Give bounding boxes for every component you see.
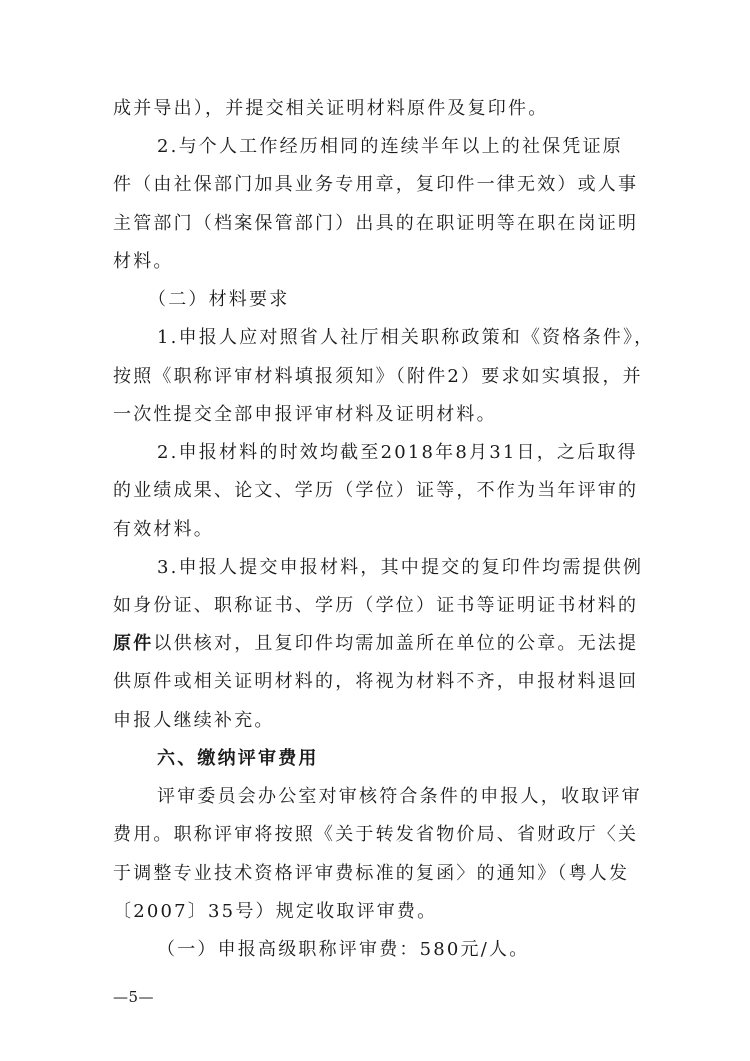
- text-line: 的业绩成果、论文、学历（学位）证等，不作为当年评审的: [113, 480, 639, 501]
- text-line: 评审委员会办公室对审核符合条件的申报人，收取评审: [157, 786, 642, 807]
- text-line-rest: 以供核对，且复印件均需加盖所在单位的公章。无法提: [153, 633, 639, 654]
- text-line: 一次性提交全部申报评审材料及证明材料。: [113, 404, 497, 425]
- section-heading: （二）材料要求: [148, 289, 290, 310]
- text-line: 申报人继续补充。: [113, 710, 275, 731]
- text-line: 有效材料。: [113, 519, 214, 540]
- text-line: 按照《职称评审材料填报须知》（附件2）要求如实填报，并: [113, 366, 643, 387]
- text-line: 成并导出），并提交相关证明材料原件及复印件。: [113, 98, 549, 119]
- chapter-heading: 六、缴纳评审费用: [157, 748, 319, 769]
- text-line: 材料。: [113, 251, 174, 272]
- text-line: 1.申报人应对照省人社厅相关职称政策和《资格条件》，: [157, 327, 655, 348]
- text-line: 主管部门（档案保管部门）出具的在职证明等在职在岗证明: [113, 213, 639, 234]
- page-number: —5—: [113, 988, 155, 1006]
- text-line: （一）申报高级职称评审费：580元/人。: [157, 939, 530, 960]
- text-line: 供原件或相关证明材料的，将视为材料不齐，申报材料退回: [113, 671, 639, 692]
- text-line: 如身份证、职称证书、学历（学位）证书等证明证书材料的: [113, 595, 639, 616]
- text-line: 〔2007〕35号）规定收取评审费。: [113, 901, 438, 922]
- text-line-with-emphasis: [113, 632, 638, 656]
- emphasis-original-copy: 原件: [113, 633, 154, 654]
- text-line: 费用。职称评审将按照《关于转发省物价局、省财政厅〈关: [113, 824, 639, 845]
- text-line: 件（由社保部门加具业务专用章，复印件一律无效）或人事: [113, 174, 639, 195]
- text-line: 3.申报人提交申报材料，其中提交的复印件均需提供例: [157, 557, 644, 578]
- text-line: 2.申报材料的时效均截至2018年8月31日，之后取得: [157, 442, 638, 463]
- text-line: 2.与个人工作经历相同的连续半年以上的社保凭证原: [157, 136, 623, 157]
- text-line: 于调整专业技术资格评审费标准的复函〉的通知》（粤人发: [113, 863, 630, 884]
